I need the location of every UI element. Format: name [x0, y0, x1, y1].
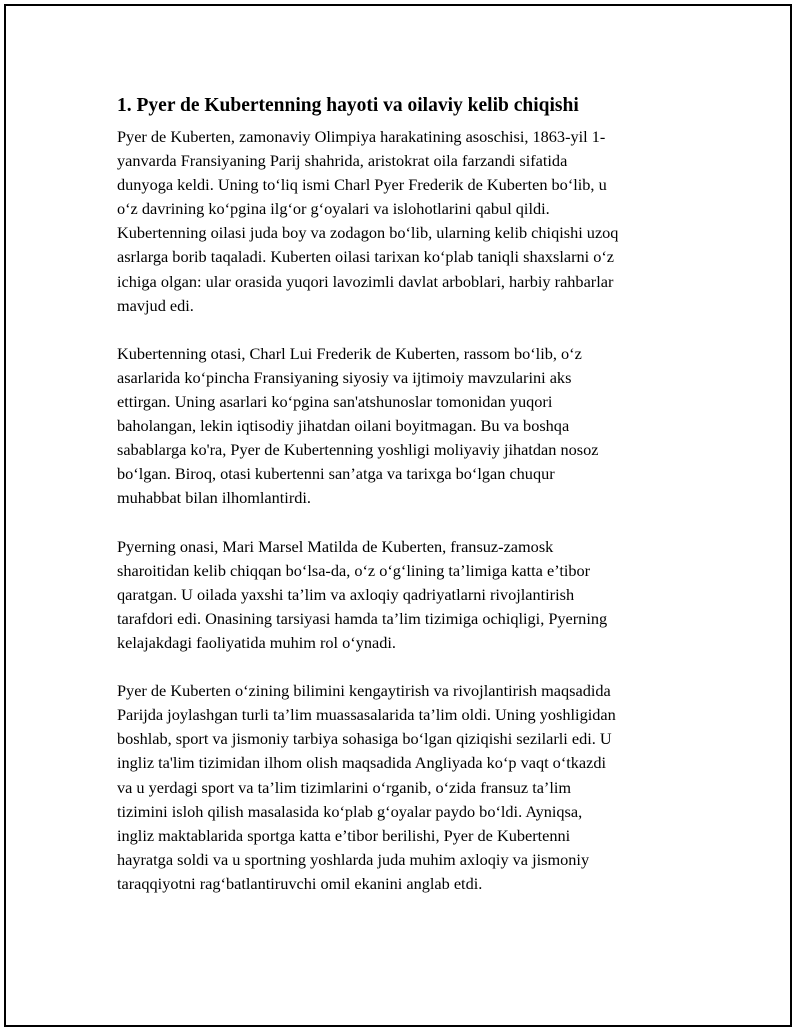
- text-line: va u yerdagi sport va ta’lim tizimlarini o‘rganib, o‘zida fransuz ta’lim: [117, 777, 572, 797]
- text-line: sharoitidan kelib chiqqan bo‘lsa-da, o‘z o‘g‘lining ta’limiga katta e’tibor: [117, 560, 591, 580]
- text-line: tarafdori edi. Onasining tarsiyasi hamda ta’lim tizimiga ochiqligi, Pyerning: [117, 608, 608, 628]
- text-line: asrlarga borib taqaladi. Kuberten oilasi tarixan ko‘plab taniqli shaxslarni o‘z: [117, 247, 615, 267]
- text-line: mavjud edi.: [117, 295, 194, 315]
- text-line: baholangan, lekin iqtisodiy jihatdan oilani boyitmagan. Bu va boshqa: [117, 416, 570, 436]
- text-line: ettirgan. Uning asarlari ko‘pgina san'atshunoslar tomonidan yuqori: [117, 392, 553, 412]
- paragraph-father: [117, 342, 683, 511]
- text-line: Pyerning onasi, Mari Marsel Matilda de Kuberten, fransuz-zamosk: [117, 536, 554, 556]
- text-line: Pyer de Kuberten o‘zining bilimini kengaytirish va rivojlantirish maqsadida: [117, 681, 611, 701]
- text-line: dunyoga keldi. Uning to‘liq ismi Charl Pyer Frederik de Kuberten bo‘lib, u: [117, 175, 607, 195]
- text-line: Kubertenning oilasi juda boy va zodagon bo‘lib, ularning kelib chiqishi uzoq: [117, 223, 619, 243]
- text-line: ingliz maktablarida sportga katta e’tibor berilishi, Pyer de Kubertenni: [117, 825, 571, 845]
- text-line: bo‘lgan. Biroq, otasi kubertenni san’atga va tarixga bo‘lgan chuqur: [117, 464, 555, 484]
- text-line: Kubertenning otasi, Charl Lui Frederik de Kuberten, rassom bo‘lib, o‘z: [117, 343, 582, 363]
- section-heading: 1. Pyer de Kubertenning hayoti va oilaviy kelib chiqishi: [117, 95, 579, 116]
- text-line: ichiga olgan: ular orasida yuqori lavozimli davlat arboblari, harbiy rahbarlar: [117, 271, 614, 291]
- paragraph-mother: [117, 535, 683, 655]
- text-line: hayratga soldi va u sportning yoshlarda juda muhim axloqiy va jismoniy: [117, 849, 590, 869]
- text-line: qaratgan. U oilada yaxshi ta’lim va axloqiy qadriyatlarni rivojlantirish: [117, 584, 575, 604]
- text-line: kelajakdagi faoliyatida muhim rol o‘ynadi.: [117, 632, 396, 652]
- text-line: Pyer de Kuberten, zamonaviy Olimpiya harakatining asoschisi, 1863-yil 1-: [117, 127, 606, 146]
- paragraph-education: [117, 679, 683, 896]
- text-line: asarlarida ko‘pincha Fransiyaning siyosiy va ijtimoiy mavzularini aks: [117, 367, 572, 387]
- text-line: yanvarda Fransiyaning Parij shahrida, aristokrat oila farzandi sifatida: [117, 151, 568, 171]
- text-line: muhabbat bilan ilhomlantirdi.: [117, 488, 311, 508]
- text-line: ingliz ta'lim tizimidan ilhom olish maqsadida Angliyada ko‘p vaqt o‘tkazdi: [117, 753, 607, 773]
- text-line: tizimini isloh qilish masalasida ko‘plab g‘oyalar paydo bo‘ldi. Ayniqsa,: [117, 801, 583, 821]
- document-body: [117, 92, 683, 920]
- text-line: o‘z davrining ko‘pgina ilg‘or g‘oyalari va islohotlarini qabul qildi.: [117, 199, 550, 219]
- text-line: Parijda joylashgan turli ta’lim muassasalarida ta’lim oldi. Uning yoshligidan: [117, 705, 616, 725]
- text-line: sabablarga ko'ra, Pyer de Kubertenning yoshligi moliyaviy jihatdan nosoz: [117, 440, 599, 460]
- paragraph-birth-family: [117, 125, 683, 318]
- text-line: boshlab, sport va jismoniy tarbiya sohasiga bo‘lgan qiziqishi sezilarli edi. U: [117, 729, 612, 749]
- text-line: taraqqiyotni rag‘batlantiruvchi omil ekanini anglab etdi.: [117, 873, 483, 893]
